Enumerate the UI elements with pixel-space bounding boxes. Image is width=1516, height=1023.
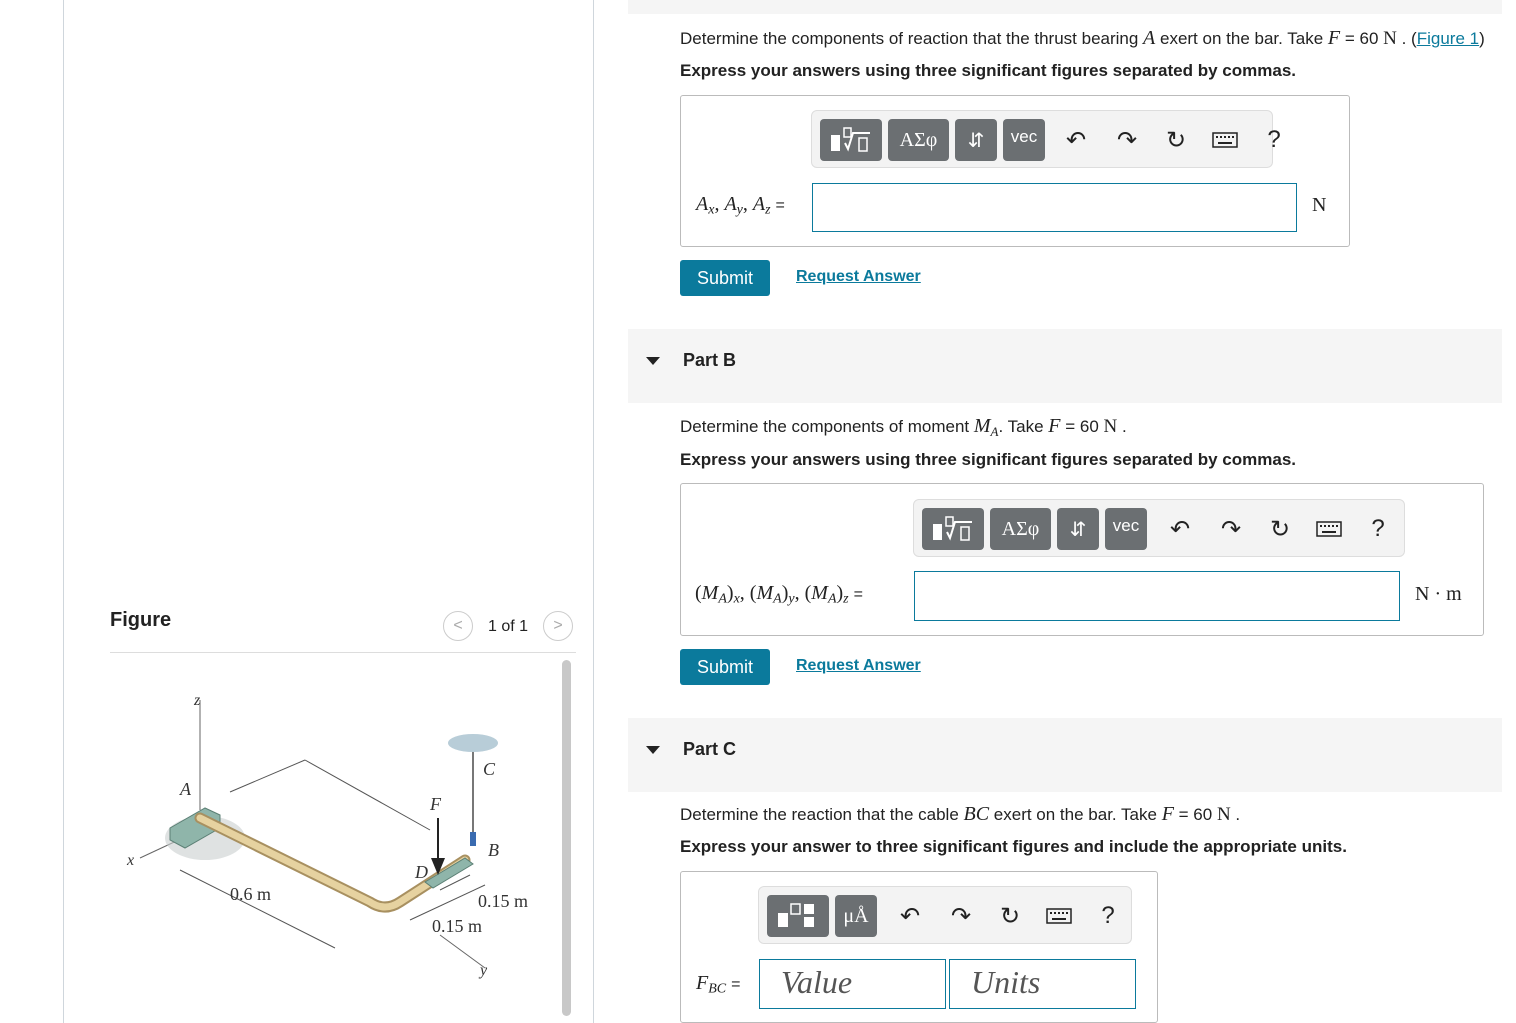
part-b-answer-label: $(M_A)_x$, $(M_A)_y$, $(M_A)_z$ = xyxy=(695,582,863,607)
panel-divider xyxy=(593,0,594,1023)
help-icon[interactable]: ? xyxy=(1267,126,1281,153)
part-a-answer-input[interactable] xyxy=(812,183,1297,232)
point-d-label: D xyxy=(415,862,428,882)
undo-icon[interactable]: ↶ xyxy=(1065,126,1087,154)
redo-icon[interactable]: ↷ xyxy=(1116,126,1138,154)
part-c-header[interactable] xyxy=(628,718,1502,792)
dim-0.15m-right: 0.15 m xyxy=(478,891,529,911)
template-icon xyxy=(930,514,976,544)
figure-next-button[interactable]: > xyxy=(543,611,573,641)
dim-0.15m-bottom: 0.15 m xyxy=(432,916,483,936)
reset-icon[interactable]: ↻ xyxy=(999,902,1021,930)
point-c-label: C xyxy=(483,759,496,779)
y-axis-label: y xyxy=(480,962,488,979)
part-a-unit: N xyxy=(1312,194,1327,216)
templates-button[interactable] xyxy=(767,895,829,937)
arrows-button[interactable]: ⇵ xyxy=(955,119,997,161)
part-b-unit: N · m xyxy=(1415,583,1462,605)
keyboard-icon[interactable] xyxy=(1312,512,1346,546)
part-c-value-input[interactable] xyxy=(759,959,946,1009)
keyboard-icon[interactable] xyxy=(1042,899,1076,933)
keyboard-icon[interactable] xyxy=(1208,123,1242,157)
part-a-toolbar xyxy=(811,110,1281,168)
part-a-question: Determine the components of reaction that the thrust bearing A exert on the bar. Take F = 60 N . (Figure 1) xyxy=(680,27,1485,49)
left-border xyxy=(63,0,64,1023)
help-icon[interactable]: ? xyxy=(1371,515,1385,542)
part-b-submit-button[interactable]: Submit xyxy=(680,649,770,685)
vec-button[interactable]: vec xyxy=(1105,508,1147,550)
figure-divider xyxy=(110,652,576,653)
part-b-question: Determine the components of moment $M_A$. Take F = 60 N . xyxy=(680,415,1127,439)
part-c-answer-box xyxy=(680,871,1158,1023)
part-b-instruction: Express your answers using three significant figures separated by commas. xyxy=(680,450,1296,469)
part-a-submit-button[interactable]: Submit xyxy=(680,260,770,296)
part-c-instruction: Express your answer to three significant figures and include the appropriate units. xyxy=(680,837,1347,856)
part-a-instruction: Express your answers using three significant figures separated by commas. xyxy=(680,61,1296,80)
reset-icon[interactable]: ↻ xyxy=(1269,515,1291,543)
greek-button[interactable]: ΑΣφ xyxy=(990,508,1051,550)
x-axis-label: x xyxy=(127,852,135,869)
part-c-toolbar xyxy=(758,886,1132,944)
part-c-units-input[interactable] xyxy=(949,959,1136,1009)
part-b-request-answer-link[interactable]: Request Answer xyxy=(796,657,921,674)
template-icon xyxy=(775,901,821,931)
part-b-toolbar xyxy=(913,499,1405,557)
part-a-answer-label: $A_x$, $A_y$, $A_z$ = xyxy=(696,193,785,218)
units-button[interactable]: μÅ xyxy=(835,895,877,937)
force-f-label: F xyxy=(430,794,441,814)
arrows-button[interactable]: ⇵ xyxy=(1057,508,1099,550)
vec-button[interactable]: vec xyxy=(1003,119,1045,161)
part-a-request-answer-link[interactable]: Request Answer xyxy=(796,268,921,285)
template-icon xyxy=(828,125,874,155)
greek-button[interactable]: ΑΣφ xyxy=(888,119,949,161)
figure-title: Figure xyxy=(110,609,172,631)
templates-button[interactable] xyxy=(820,119,882,161)
z-axis-label: z xyxy=(194,692,201,709)
figure-scrollbar[interactable] xyxy=(562,660,571,1016)
part-b-header[interactable] xyxy=(628,329,1502,403)
value-placeholder: Value xyxy=(781,964,853,1000)
figure-prev-button[interactable]: < xyxy=(443,611,473,641)
collapse-triangle-icon[interactable] xyxy=(646,357,660,365)
part-c-answer-label: $F_{BC}$ = xyxy=(696,972,741,997)
units-placeholder: Units xyxy=(971,964,1041,1000)
point-a-label: A xyxy=(180,779,191,799)
point-b-label: B xyxy=(488,840,499,860)
part-b-answer-box xyxy=(680,483,1484,636)
part-b-answer-input[interactable] xyxy=(914,571,1400,621)
templates-button[interactable] xyxy=(922,508,984,550)
figure-link[interactable]: Figure 1 xyxy=(1416,29,1480,48)
redo-icon[interactable]: ↷ xyxy=(1220,515,1242,543)
part-c-title: Part C xyxy=(683,739,737,759)
part-c-question: Determine the reaction that the cable BC exert on the bar. Take F = 60 N . xyxy=(680,803,1241,825)
redo-icon[interactable]: ↷ xyxy=(950,902,972,930)
figure-diagram xyxy=(110,670,555,1023)
figure-pager: 1 of 1 xyxy=(488,618,529,635)
dim-0.6m: 0.6 m xyxy=(230,884,272,904)
undo-icon[interactable]: ↶ xyxy=(899,902,921,930)
collapse-triangle-icon[interactable] xyxy=(646,746,660,754)
part-b-title: Part B xyxy=(683,350,737,370)
undo-icon[interactable]: ↶ xyxy=(1169,515,1191,543)
part-a-header-strip xyxy=(628,0,1502,14)
part-a-answer-box xyxy=(680,95,1350,247)
reset-icon[interactable]: ↻ xyxy=(1165,126,1187,154)
help-icon[interactable]: ? xyxy=(1101,902,1115,929)
